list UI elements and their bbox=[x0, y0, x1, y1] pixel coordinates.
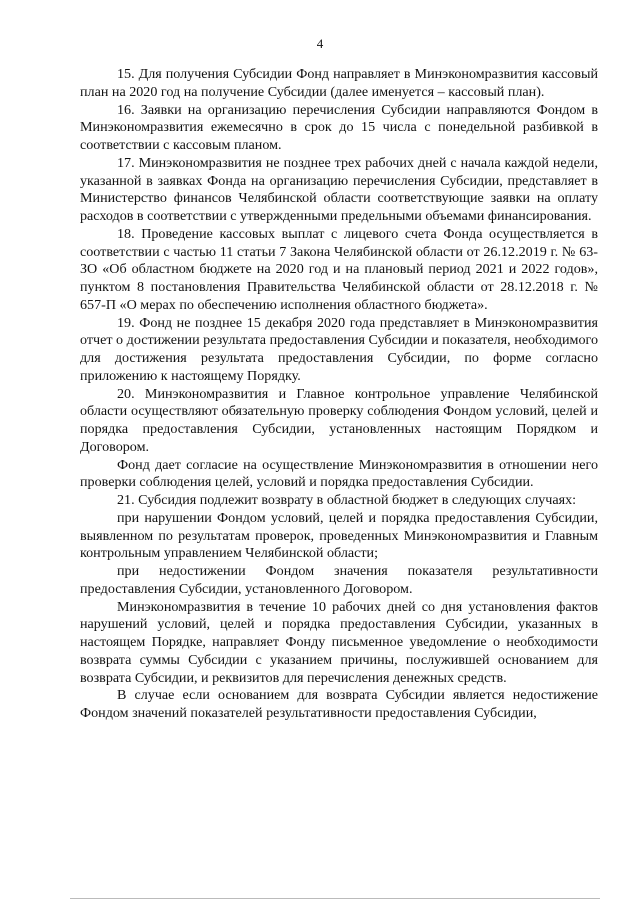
page-number: 4 bbox=[316, 36, 324, 51]
paragraph-return-case: В случае если основанием для возврата Субсидии является недостижение Фондом значений показателей результативности предоставления Субсидии, bbox=[80, 687, 598, 721]
paragraph-21: 21. Субсидия подлежит возврату в областной бюджет в следующих случаях: bbox=[117, 492, 577, 508]
paragraph-notification: Минэкономразвития в течение 10 рабочих дней со дня установления фактов нарушений условий, целей и порядка предоставления Субсидии, указанных в настоящем Порядке, направляет Фонду письменное уведомление о необходимости возврата суммы Субсидии с указанием причины, послужившей основанием для возврата Субсидии, и реквизитов для перечисления денежных средств. bbox=[80, 598, 598, 686]
paragraph-20: 20. Минэкономразвития и Главное контрольное управление Челябинской области осуществляют обязательную проверку соблюдения Фондом условий, целей и порядка предоставления Субсидии, установленных настоящим Порядком и Договором. bbox=[80, 385, 598, 455]
paragraph-19: 19. Фонд не позднее 15 декабря 2020 года представляет в Минэкономразвития отчет о достижении результата предоставления Субсидии и показателя, необходимого для достижения результата предоставления Субсидии, по форме согласно приложению к настоящему Порядку. bbox=[80, 314, 598, 384]
paragraph-16: 16. Заявки на организацию перечисления Субсидии направляются Фондом в Минэкономразвития ежемесячно в срок до 15 числа с понедельной разбивкой в соответствии с кассовым планом. bbox=[80, 101, 598, 153]
paragraph-17: 17. Минэкономразвития не позднее трех рабочих дней с начала каждой недели, указанной в заявках Фонда на организацию перечисления Субсидии, представляет в Министерство финансов Челябинской области соответствующие заявки на оплату расходов в соответствии с утвержденными предельными объемами финансирования. bbox=[80, 154, 598, 224]
paragraph-21-case-nonachievement: при недостижении Фондом значения показателя результативности предоставления Субсидии, установленного Договором. bbox=[80, 563, 598, 597]
paragraph-21-case-violation: при нарушении Фондом условий, целей и порядка предоставления Субсидии, выявленном по результатам проверок, проведенных Минэкономразвития и Главным контрольным управлением Челябинской области; bbox=[80, 509, 598, 562]
paragraph-18: 18. Проведение кассовых выплат с лицевого счета Фонда осуществляется в соответствии с частью 11 статьи 7 Закона Челябинской области от 26.12.2019 г. № 63-ЗО «Об областном бюджете на 2020 год и на плановый период 2021 и 2022 годов», пунктом 8 постановления Правительства Челябинской области от 28.12.2018 г. № 657-П «О мерах по обеспечению исполнения областного бюджета». bbox=[80, 225, 598, 313]
paragraph-20-consent: Фонд дает согласие на осуществление Минэкономразвития в отношении него проверки соблюдения целей, условий и порядка предоставления Субсидии. bbox=[80, 456, 598, 491]
page-bottom-edge bbox=[70, 898, 600, 899]
document-body bbox=[80, 66, 598, 723]
paragraph-15: 15. Для получения Субсидии Фонд направляет в Минэкономразвития кассовый план на 2020 год на получение Субсидии (далее именуется – кассовый план). bbox=[80, 66, 598, 100]
